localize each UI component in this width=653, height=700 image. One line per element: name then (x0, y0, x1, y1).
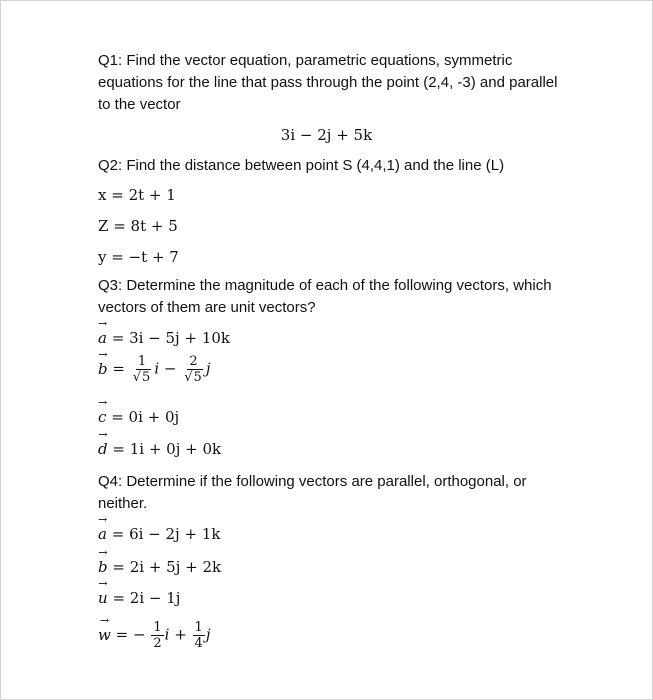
q2-eq-x: x = 2t + 1 (98, 186, 176, 204)
q3-vector-d-expr: = 1i + 0j + 0k (112, 440, 222, 458)
vector-a-symbol: → a (98, 329, 107, 347)
fraction (131, 354, 154, 385)
q1-vector: 3i − 2j + 5k (280, 126, 373, 144)
q3-vector-a-expr: = 3i − 5j + 10k (111, 329, 230, 347)
q2-eq-y: y = −t + 7 (98, 248, 179, 266)
q4-vector-b-expr: = 2i + 5j + 2k (112, 558, 222, 576)
q3-vector-a (98, 329, 230, 347)
q4-vector-b (98, 558, 221, 576)
q3-vector-d (98, 440, 221, 458)
fraction-denominator: √5 (132, 370, 151, 385)
q4-vector-w: → w = − $\frac{1}{2}$ i + $\frac{1}{4}$ j (98, 620, 210, 651)
fraction (193, 620, 205, 651)
fraction-denominator: √5 (184, 370, 202, 385)
vector-w-symbol: → w (98, 626, 111, 644)
fraction-numerator: 1 (194, 620, 203, 635)
q3-vector-c-expr: = 0i + 0j (111, 408, 180, 426)
fraction-denominator: 2 (153, 636, 162, 651)
fraction-denominator: 4 (194, 636, 203, 651)
q4-vector-u-expr: = 2i − 1j (112, 589, 181, 607)
q4-vector-a-expr: = 6i − 2j + 1k (111, 525, 221, 543)
fraction-numerator: 1 (137, 354, 147, 369)
fraction (151, 620, 163, 651)
vector-u-symbol: → u (98, 589, 108, 607)
vector-c-symbol: → c (98, 408, 106, 426)
q3-vector-b: → b = $\frac{1}{√5}$ i − $\frac{2}{√5}$ j (98, 354, 210, 385)
q1-text: Q1: Find the vector equation, parametric equations, symmetric equations for the line that pass through the point (2,4, -3) and parallel to the vector (98, 52, 558, 113)
q4-vector-a (98, 525, 220, 543)
vector-b-symbol: → b (98, 360, 108, 378)
q2-eq-z: Z = 8t + 5 (98, 217, 178, 235)
q4-vector-u (98, 589, 180, 607)
fraction (182, 354, 205, 385)
fraction-numerator: 1 (153, 620, 162, 635)
vector-d-symbol: → d (98, 440, 108, 458)
vector-a-symbol: → a (98, 525, 107, 543)
fraction-numerator: 2 (189, 354, 198, 369)
q2-text: Q2: Find the distance between point S (4,4,1) and the line (L) (98, 157, 505, 174)
q3-vector-c (98, 408, 179, 426)
q4-text: Q4: Determine if the following vectors are parallel, orthogonal, or neither. (98, 473, 527, 512)
vector-b-symbol: → b (98, 558, 108, 576)
q3-text: Q3: Determine the magnitude of each of the following vectors, which vectors of them are unit vectors? (98, 277, 552, 316)
